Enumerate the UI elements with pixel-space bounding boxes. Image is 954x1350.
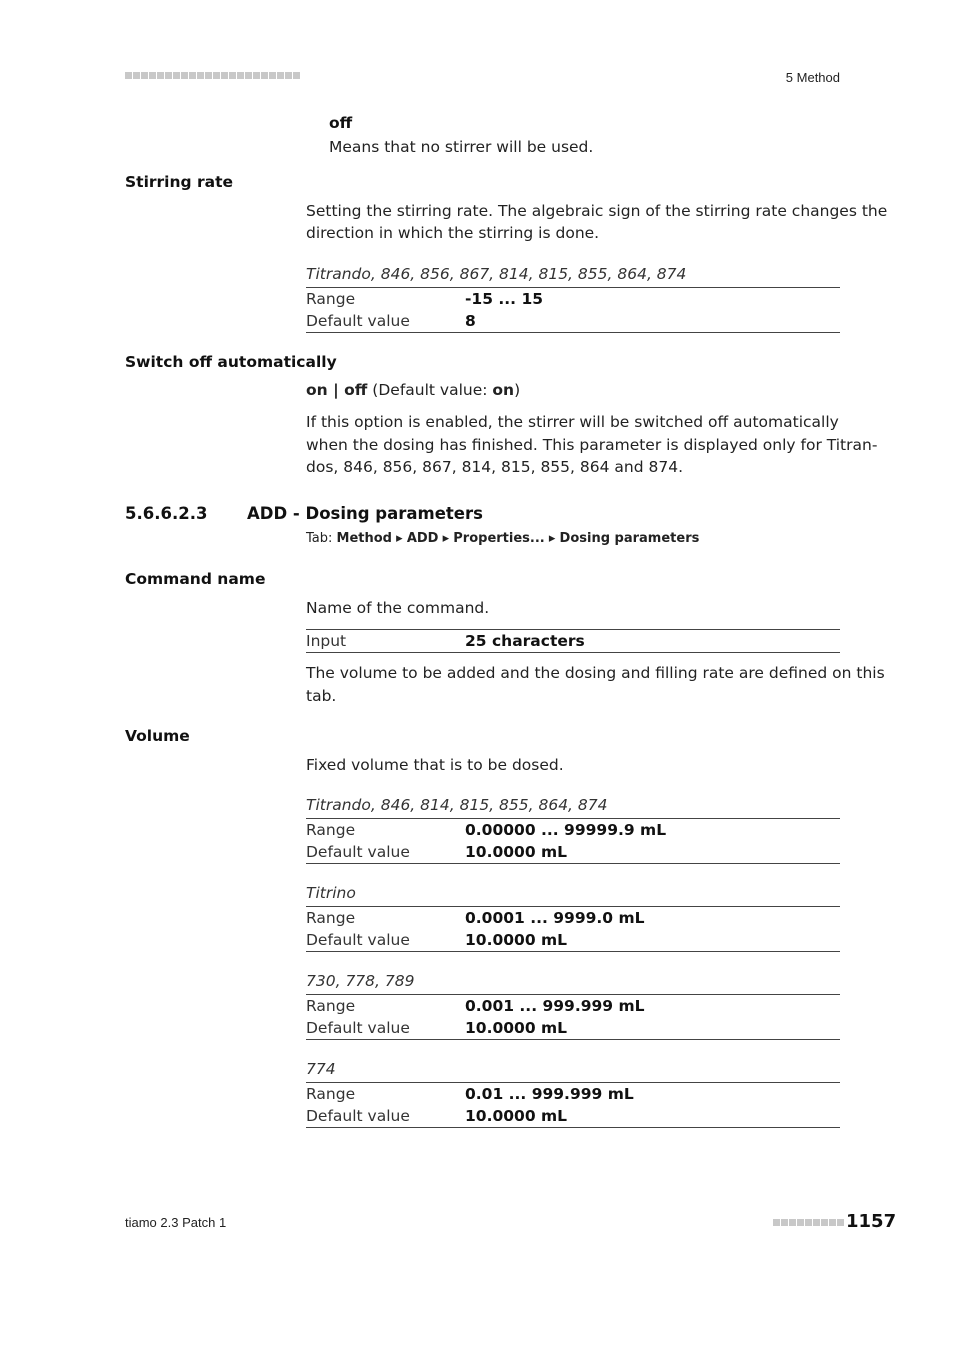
- stirring-rate-table: [306, 287, 840, 333]
- running-header: 5 Method: [785, 70, 840, 85]
- table-value: 0.00000 ... 99999.9 mL: [465, 821, 667, 839]
- table-key: Default value: [306, 843, 410, 861]
- command-name-table: [306, 629, 840, 653]
- decorative-square: [789, 1219, 796, 1226]
- table-key: Range: [306, 1085, 356, 1103]
- tab-item-properties: Properties...: [453, 531, 545, 546]
- table-value: 10.0000 mL: [465, 1107, 568, 1125]
- table-key: Range: [306, 909, 356, 927]
- tab-prefix: Tab:: [306, 531, 337, 546]
- decorative-square: [141, 72, 148, 79]
- table-value: 0.01 ... 999.999 mL: [465, 1085, 634, 1103]
- table-value: 25 characters: [465, 632, 585, 650]
- volume-devices-titrando: Titrando, 846, 814, 815, 855, 864, 874: [306, 796, 608, 814]
- decorative-square: [813, 1219, 820, 1226]
- decorative-square: [781, 1219, 788, 1226]
- volume-table-774: [306, 1082, 840, 1128]
- option-on: on: [306, 381, 328, 399]
- table-key: Default value: [306, 931, 410, 949]
- table-value: 10.0000 mL: [465, 843, 568, 861]
- footer-decoration: [773, 1219, 844, 1226]
- table-key: Default value: [306, 312, 410, 330]
- decorative-square: [245, 72, 252, 79]
- decorative-square: [293, 72, 300, 79]
- tab-item-add: ADD: [406, 531, 439, 546]
- header-decoration: [125, 72, 300, 79]
- option-off: off: [344, 381, 368, 399]
- table-value: 0.001 ... 999.999 mL: [465, 997, 645, 1015]
- command-name-after-2: tab.: [306, 687, 337, 705]
- decorative-square: [277, 72, 284, 79]
- table-row: [306, 1105, 840, 1127]
- default-close: ): [514, 381, 521, 399]
- table-row: [306, 630, 840, 652]
- decorative-square: [285, 72, 292, 79]
- volume-table-titrino: [306, 906, 840, 952]
- decorative-square: [229, 72, 236, 79]
- table-row: [306, 841, 840, 863]
- section-title: ADD - Dosing parameters: [247, 504, 483, 523]
- table-key: Range: [306, 821, 356, 839]
- table-key: Default value: [306, 1019, 410, 1037]
- decorative-square: [237, 72, 244, 79]
- decorative-square: [773, 1219, 780, 1226]
- table-row: [306, 907, 840, 929]
- command-name-label: Command name: [125, 570, 266, 588]
- decorative-square: [173, 72, 180, 79]
- table-row: [306, 288, 840, 310]
- volume-table-titrando: [306, 818, 840, 864]
- table-value: 10.0000 mL: [465, 931, 568, 949]
- stirring-rate-devices: Titrando, 846, 856, 867, 814, 815, 855, 864, 874: [306, 265, 687, 283]
- volume-devices-774: 774: [306, 1060, 336, 1078]
- tab-path: [306, 531, 699, 546]
- footer-product: tiamo 2.3 Patch 1: [125, 1215, 227, 1230]
- decorative-square: [197, 72, 204, 79]
- decorative-square: [829, 1219, 836, 1226]
- stirring-rate-label: Stirring rate: [125, 173, 234, 191]
- decorative-square: [805, 1219, 812, 1226]
- default-prefix: (Default value:: [367, 381, 493, 399]
- page-number: 1157: [846, 1211, 897, 1232]
- table-key: Range: [306, 997, 356, 1015]
- stirring-rate-desc-2: direction in which the stirring is done.: [306, 224, 600, 242]
- table-row: [306, 1083, 840, 1105]
- volume-desc: Fixed volume that is to be dosed.: [306, 756, 564, 774]
- switch-off-desc-2: when the dosing has finished. This parameter is displayed only for Titran-: [306, 436, 878, 454]
- volume-devices-titrino: Titrino: [306, 884, 356, 902]
- decorative-square: [261, 72, 268, 79]
- command-name-after-1: The volume to be added and the dosing and filling rate are defined on this: [306, 664, 885, 682]
- switch-off-desc-1: If this option is enabled, the stirrer will be switched off automatically: [306, 413, 839, 431]
- tab-item-method: Method: [336, 531, 392, 546]
- table-row: [306, 310, 840, 332]
- decorative-square: [205, 72, 212, 79]
- decorative-square: [269, 72, 276, 79]
- volume-devices-730: 730, 778, 789: [306, 972, 415, 990]
- table-value: 8: [465, 312, 476, 330]
- decorative-square: [821, 1219, 828, 1226]
- decorative-square: [189, 72, 196, 79]
- decorative-square: [253, 72, 260, 79]
- stirring-rate-desc-1: Setting the stirring rate. The algebraic sign of the stirring rate changes the: [306, 202, 888, 220]
- table-row: [306, 1017, 840, 1039]
- tab-item-dosing-parameters: Dosing parameters: [559, 531, 700, 546]
- table-key: Input: [306, 632, 347, 650]
- table-row: [306, 819, 840, 841]
- table-row: [306, 929, 840, 951]
- table-value: -15 ... 15: [465, 290, 544, 308]
- switch-off-desc-3: dos, 846, 856, 867, 814, 815, 855, 864 and 874.: [306, 458, 683, 476]
- section-number: 5.6.6.2.3: [125, 504, 208, 523]
- decorative-square: [125, 72, 132, 79]
- decorative-square: [213, 72, 220, 79]
- table-value: 0.0001 ... 9999.0 mL: [465, 909, 645, 927]
- switch-off-label: Switch off automatically: [125, 353, 337, 371]
- volume-table-730: [306, 994, 840, 1040]
- arrow-icon: ▸: [442, 531, 450, 546]
- table-row: [306, 995, 840, 1017]
- volume-label: Volume: [125, 727, 190, 745]
- arrow-icon: ▸: [548, 531, 556, 546]
- decorative-square: [181, 72, 188, 79]
- decorative-square: [149, 72, 156, 79]
- decorative-square: [797, 1219, 804, 1226]
- table-value: 10.0000 mL: [465, 1019, 568, 1037]
- table-key: Default value: [306, 1107, 410, 1125]
- decorative-square: [221, 72, 228, 79]
- default-value: on: [492, 381, 515, 399]
- command-name-desc: Name of the command.: [306, 599, 490, 617]
- off-description: Means that no stirrer will be used.: [329, 138, 594, 156]
- table-key: Range: [306, 290, 356, 308]
- decorative-square: [157, 72, 164, 79]
- option-separator: |: [327, 381, 345, 399]
- decorative-square: [837, 1219, 844, 1226]
- switch-off-options: [306, 379, 520, 402]
- arrow-icon: ▸: [396, 531, 403, 546]
- decorative-square: [165, 72, 172, 79]
- off-term: off: [329, 114, 353, 132]
- decorative-square: [133, 72, 140, 79]
